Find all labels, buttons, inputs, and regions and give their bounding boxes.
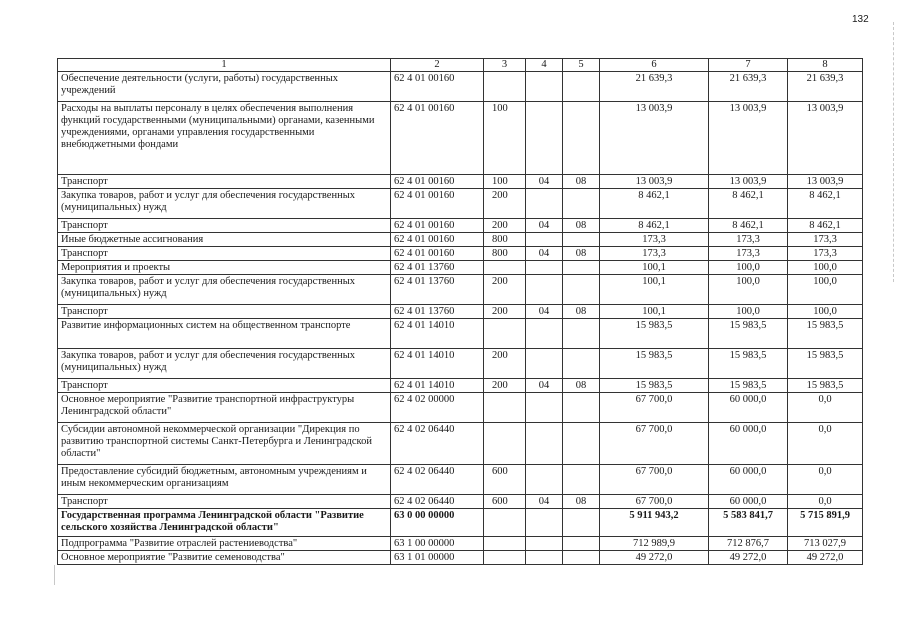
table-header-row (58, 59, 863, 72)
section-code: 04 (526, 379, 563, 393)
row-name: Закупка товаров, работ и услуг для обеспечения государственных (муниципальных) нужд (58, 349, 391, 379)
amount-col-6: 15 983,5 (600, 379, 709, 393)
expense-type-code: 200 (484, 379, 526, 393)
target-article-code: 62 4 01 00160 (391, 233, 484, 247)
amount-col-7: 49 272,0 (709, 551, 788, 565)
amount-col-6: 173,3 (600, 247, 709, 261)
amount-col-6: 100,1 (600, 275, 709, 305)
target-article-code: 63 0 00 00000 (391, 509, 484, 537)
target-article-code: 63 1 00 00000 (391, 537, 484, 551)
amount-col-7: 712 876,7 (709, 537, 788, 551)
table-row (58, 189, 863, 219)
row-name: Развитие информационных систем на общественном транспорте (58, 319, 391, 349)
row-name: Иные бюджетные ассигнования (58, 233, 391, 247)
target-article-code: 62 4 01 14010 (391, 379, 484, 393)
table-row (58, 379, 863, 393)
table-row (58, 233, 863, 247)
expense-type-code (484, 551, 526, 565)
amount-col-6: 67 700,0 (600, 393, 709, 423)
target-article-code: 62 4 01 13760 (391, 275, 484, 305)
target-article-code: 62 4 02 06440 (391, 423, 484, 465)
section-code (526, 537, 563, 551)
amount-col-8: 0,0 (788, 393, 863, 423)
expense-type-code: 200 (484, 305, 526, 319)
amount-col-7: 5 583 841,7 (709, 509, 788, 537)
amount-col-8: 5 715 891,9 (788, 509, 863, 537)
amount-col-7: 13 003,9 (709, 175, 788, 189)
amount-col-8: 8 462,1 (788, 219, 863, 233)
column-header: 5 (563, 59, 600, 72)
amount-col-6: 712 989,9 (600, 537, 709, 551)
amount-col-8: 49 272,0 (788, 551, 863, 565)
amount-col-8: 100,0 (788, 305, 863, 319)
target-article-code: 62 4 02 06440 (391, 465, 484, 495)
row-name: Подпрограмма "Развитие отраслей растениеводства" (58, 537, 391, 551)
amount-col-8: 173,3 (788, 233, 863, 247)
amount-col-7: 8 462,1 (709, 219, 788, 233)
row-name: Субсидии автономной некоммерческой организации "Дирекция по развитию транспортной системы Санкт-Петербурга и Ленинградской области" (58, 423, 391, 465)
table-row (58, 393, 863, 423)
table-row (58, 261, 863, 275)
expense-type-code (484, 537, 526, 551)
row-name: Расходы на выплаты персоналу в целях обеспечения выполнения функций государственными (муниципальными) органами, казенными учреждениями, органами управления государственными внебюджетными фондами (58, 102, 391, 175)
expense-type-code: 100 (484, 175, 526, 189)
amount-col-7: 8 462,1 (709, 189, 788, 219)
amount-col-7: 13 003,9 (709, 102, 788, 175)
target-article-code: 62 4 01 00160 (391, 189, 484, 219)
target-article-code: 62 4 01 00160 (391, 72, 484, 102)
amount-col-8: 0,0 (788, 423, 863, 465)
expense-type-code: 600 (484, 495, 526, 509)
amount-col-7: 60 000,0 (709, 393, 788, 423)
table-row (58, 349, 863, 379)
amount-col-7: 60 000,0 (709, 423, 788, 465)
amount-col-8: 0,0 (788, 495, 863, 509)
amount-col-8: 15 983,5 (788, 319, 863, 349)
section-code: 04 (526, 305, 563, 319)
amount-col-7: 100,0 (709, 305, 788, 319)
subsection-code (563, 465, 600, 495)
column-header: 1 (58, 59, 391, 72)
amount-col-8: 15 983,5 (788, 349, 863, 379)
section-code (526, 319, 563, 349)
target-article-code: 62 4 02 06440 (391, 495, 484, 509)
row-name: Транспорт (58, 379, 391, 393)
expense-type-code: 600 (484, 465, 526, 495)
amount-col-7: 60 000,0 (709, 465, 788, 495)
scan-edge-mark (893, 22, 895, 282)
amount-col-6: 8 462,1 (600, 219, 709, 233)
table-row (58, 219, 863, 233)
table-row (58, 495, 863, 509)
table-row (58, 247, 863, 261)
amount-col-7: 173,3 (709, 247, 788, 261)
target-article-code: 62 4 01 00160 (391, 247, 484, 261)
target-article-code: 62 4 01 14010 (391, 349, 484, 379)
target-article-code: 62 4 01 00160 (391, 175, 484, 189)
scan-edge-mark (54, 565, 55, 585)
amount-col-6: 173,3 (600, 233, 709, 247)
subsection-code (563, 319, 600, 349)
table-row-program (58, 509, 863, 537)
expense-type-code: 200 (484, 349, 526, 379)
page-number: 132 (852, 14, 869, 25)
amount-col-8: 13 003,9 (788, 175, 863, 189)
amount-col-8: 0,0 (788, 465, 863, 495)
subsection-code: 08 (563, 305, 600, 319)
subsection-code (563, 189, 600, 219)
column-header: 4 (526, 59, 563, 72)
amount-col-8: 21 639,3 (788, 72, 863, 102)
amount-col-8: 100,0 (788, 261, 863, 275)
subsection-code (563, 349, 600, 379)
amount-col-7: 173,3 (709, 233, 788, 247)
row-name: Мероприятия и проекты (58, 261, 391, 275)
expense-type-code: 100 (484, 102, 526, 175)
amount-col-6: 67 700,0 (600, 495, 709, 509)
table-row (58, 175, 863, 189)
amount-col-6: 21 639,3 (600, 72, 709, 102)
column-header: 3 (484, 59, 526, 72)
subsection-code: 08 (563, 175, 600, 189)
amount-col-6: 15 983,5 (600, 319, 709, 349)
row-name: Основное мероприятие "Развитие семеноводства" (58, 551, 391, 565)
amount-col-7: 60 000,0 (709, 495, 788, 509)
expense-type-code: 200 (484, 219, 526, 233)
subsection-code (563, 393, 600, 423)
expense-type-code: 800 (484, 233, 526, 247)
subsection-code (563, 233, 600, 247)
target-article-code: 62 4 01 13760 (391, 305, 484, 319)
section-code (526, 189, 563, 219)
subsection-code (563, 102, 600, 175)
target-article-code: 62 4 01 00160 (391, 102, 484, 175)
amount-col-6: 100,1 (600, 261, 709, 275)
amount-col-7: 15 983,5 (709, 379, 788, 393)
amount-col-7: 100,0 (709, 261, 788, 275)
amount-col-6: 5 911 943,2 (600, 509, 709, 537)
section-code (526, 465, 563, 495)
subsection-code (563, 261, 600, 275)
table-row (58, 102, 863, 175)
section-code (526, 72, 563, 102)
table-row (58, 465, 863, 495)
table-row (58, 319, 863, 349)
amount-col-7: 15 983,5 (709, 349, 788, 379)
amount-col-8: 173,3 (788, 247, 863, 261)
section-code (526, 349, 563, 379)
amount-col-7: 100,0 (709, 275, 788, 305)
amount-col-6: 15 983,5 (600, 349, 709, 379)
section-code (526, 393, 563, 423)
column-header: 8 (788, 59, 863, 72)
table-row (58, 275, 863, 305)
amount-col-6: 67 700,0 (600, 465, 709, 495)
amount-col-8: 8 462,1 (788, 189, 863, 219)
section-code (526, 551, 563, 565)
row-name: Транспорт (58, 305, 391, 319)
amount-col-8: 13 003,9 (788, 102, 863, 175)
section-code (526, 261, 563, 275)
expense-type-code (484, 509, 526, 537)
budget-table (57, 58, 863, 565)
section-code (526, 423, 563, 465)
expense-type-code (484, 261, 526, 275)
section-code: 04 (526, 219, 563, 233)
expense-type-code: 800 (484, 247, 526, 261)
subsection-code (563, 423, 600, 465)
subsection-code (563, 537, 600, 551)
amount-col-6: 13 003,9 (600, 102, 709, 175)
row-name: Транспорт (58, 495, 391, 509)
section-code (526, 102, 563, 175)
row-name: Предоставление субсидий бюджетным, автономным учреждениям и иным некоммерческим организациям (58, 465, 391, 495)
subsection-code: 08 (563, 247, 600, 261)
section-code: 04 (526, 495, 563, 509)
subsection-code (563, 551, 600, 565)
row-name: Транспорт (58, 219, 391, 233)
table-row (58, 551, 863, 565)
column-header: 7 (709, 59, 788, 72)
column-header: 2 (391, 59, 484, 72)
expense-type-code: 200 (484, 275, 526, 305)
table-row (58, 305, 863, 319)
section-code: 04 (526, 247, 563, 261)
expense-type-code (484, 393, 526, 423)
row-name: Закупка товаров, работ и услуг для обеспечения государственных (муниципальных) нужд (58, 275, 391, 305)
target-article-code: 62 4 01 13760 (391, 261, 484, 275)
section-code (526, 233, 563, 247)
amount-col-6: 67 700,0 (600, 423, 709, 465)
amount-col-6: 49 272,0 (600, 551, 709, 565)
subsection-code (563, 509, 600, 537)
target-article-code: 62 4 01 00160 (391, 219, 484, 233)
table-row (58, 72, 863, 102)
column-header: 6 (600, 59, 709, 72)
expense-type-code (484, 319, 526, 349)
amount-col-8: 100,0 (788, 275, 863, 305)
subsection-code: 08 (563, 219, 600, 233)
expense-type-code: 200 (484, 189, 526, 219)
row-name: Основное мероприятие "Развитие транспортной инфраструктуры Ленинградской области" (58, 393, 391, 423)
section-code: 04 (526, 175, 563, 189)
expense-type-code (484, 72, 526, 102)
amount-col-7: 21 639,3 (709, 72, 788, 102)
section-code (526, 509, 563, 537)
subsection-code: 08 (563, 495, 600, 509)
target-article-code: 62 4 02 00000 (391, 393, 484, 423)
amount-col-6: 13 003,9 (600, 175, 709, 189)
amount-col-6: 8 462,1 (600, 189, 709, 219)
subsection-code (563, 72, 600, 102)
amount-col-8: 15 983,5 (788, 379, 863, 393)
row-name: Закупка товаров, работ и услуг для обеспечения государственных (муниципальных) нужд (58, 189, 391, 219)
table-row (58, 423, 863, 465)
amount-col-6: 100,1 (600, 305, 709, 319)
row-name: Государственная программа Ленинградской области "Развитие сельского хозяйства Ленинградской области" (58, 509, 391, 537)
section-code (526, 275, 563, 305)
row-name: Транспорт (58, 175, 391, 189)
amount-col-8: 713 027,9 (788, 537, 863, 551)
target-article-code: 63 1 01 00000 (391, 551, 484, 565)
table-row (58, 537, 863, 551)
row-name: Обеспечение деятельности (услуги, работы) государственных учреждений (58, 72, 391, 102)
subsection-code: 08 (563, 379, 600, 393)
subsection-code (563, 275, 600, 305)
row-name: Транспорт (58, 247, 391, 261)
target-article-code: 62 4 01 14010 (391, 319, 484, 349)
expense-type-code (484, 423, 526, 465)
amount-col-7: 15 983,5 (709, 319, 788, 349)
